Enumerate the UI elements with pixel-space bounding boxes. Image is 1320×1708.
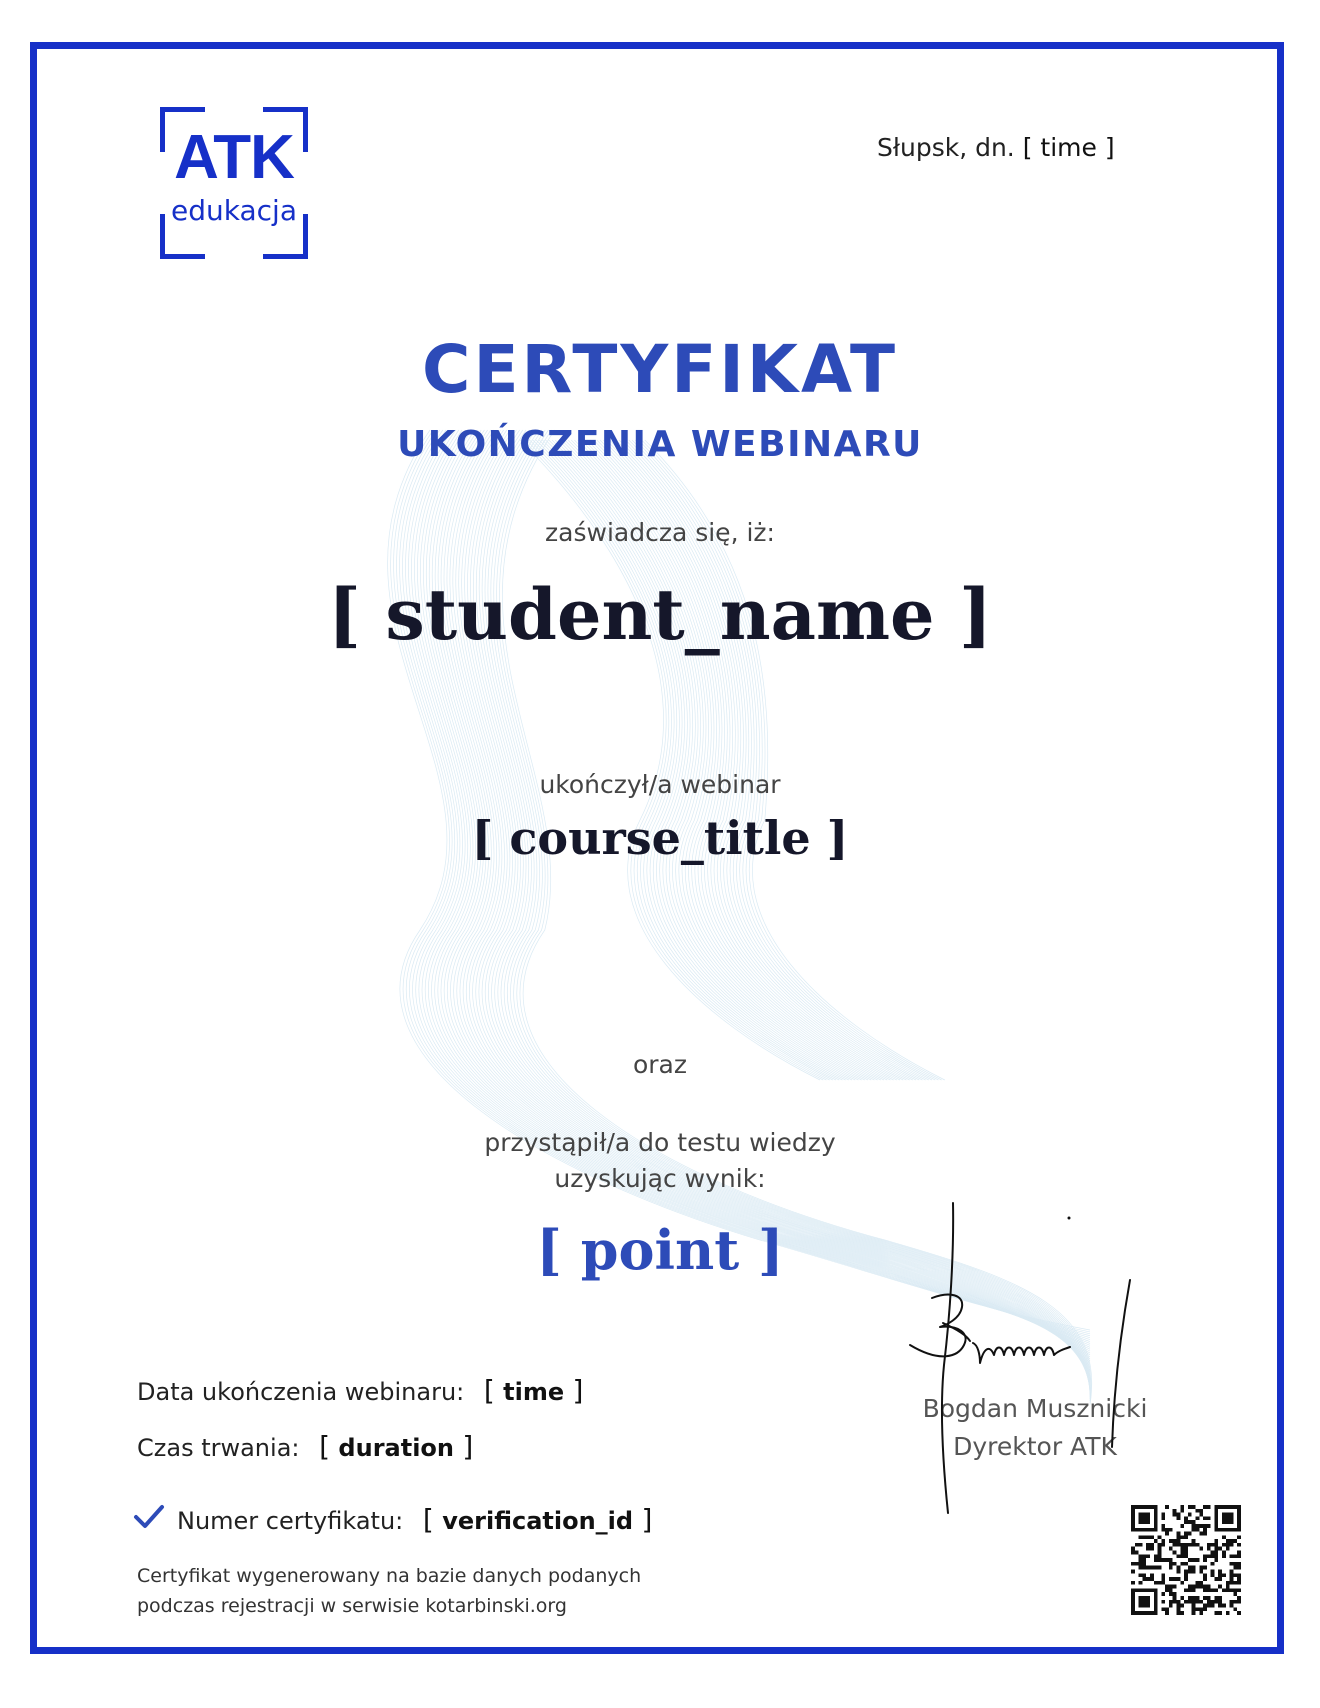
test-line-1: przystąpił/a do testu wiedzy <box>484 1128 836 1157</box>
atk-edukacja-logo <box>160 107 308 259</box>
completion-date-value: time <box>503 1378 565 1406</box>
test-text <box>0 1125 1320 1197</box>
place-date <box>877 133 1115 162</box>
intro-text: zaświadcza się, iż: <box>545 518 775 547</box>
test-line-2: uzyskując wynik: <box>554 1164 766 1193</box>
check-icon <box>133 1503 165 1531</box>
signer-role: Dyrektor ATK <box>953 1432 1117 1461</box>
duration-row: Czas trwania: [ duration ] <box>137 1430 474 1463</box>
date-placeholder: [ time ] <box>1022 133 1115 162</box>
completed-text: ukończył/a webinar <box>539 770 781 799</box>
footnote-line-1: Certyfikat wygenerowany na bazie danych podanych <box>137 1565 642 1587</box>
duration-label: Czas trwania: <box>137 1434 300 1462</box>
logo-subtext: edukacja <box>171 194 297 227</box>
student-name: [ student_name ] <box>327 573 993 656</box>
logo-text: ATK <box>174 123 294 192</box>
certificate-number-row: Numer certyfikatu: [ verification_id ] <box>177 1503 653 1536</box>
completion-date-row: Data ukończenia webinaru: [ time ] <box>137 1374 584 1407</box>
certificate-title: CERTYFIKAT <box>422 331 898 408</box>
certificate-number-value: verification_id <box>442 1507 634 1535</box>
course-title: [ course_title ] <box>471 811 849 865</box>
completion-date-label: Data ukończenia webinaru: <box>137 1378 465 1406</box>
footnote-line-2: podczas rejestracji w serwisie kotarbinski.org <box>137 1595 567 1617</box>
signer-name: Bogdan Musznicki <box>922 1394 1148 1423</box>
signature-image <box>900 1195 1140 1525</box>
place-date-label: Słupsk, dn. <box>877 133 1015 162</box>
duration-value: duration <box>338 1434 454 1462</box>
qr-code-icon <box>1131 1505 1241 1615</box>
certificate-number-label: Numer certyfikatu: <box>177 1507 404 1535</box>
certificate-subtitle: UKOŃCZENIA WEBINARU <box>397 424 923 465</box>
footnote <box>137 1561 641 1621</box>
and-text: oraz <box>632 1050 688 1079</box>
score-point: [ point ] <box>536 1218 784 1282</box>
